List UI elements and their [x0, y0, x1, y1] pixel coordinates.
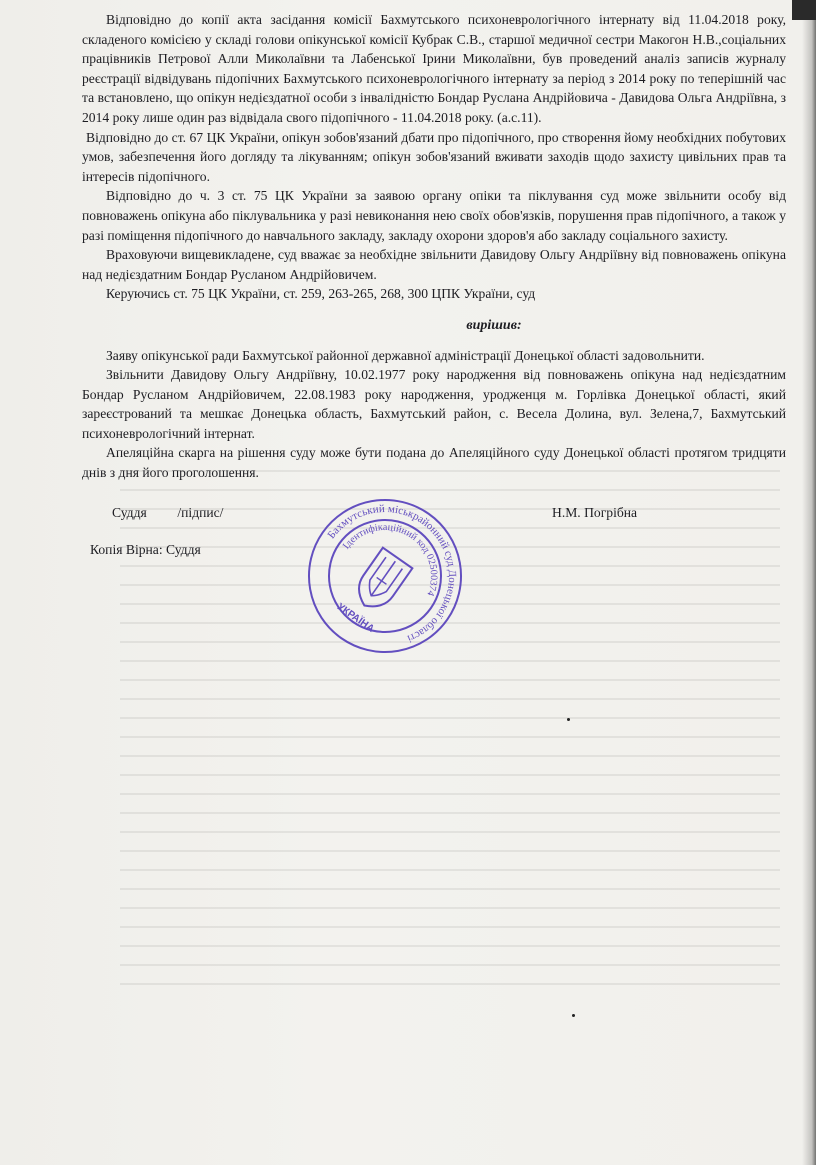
speck — [572, 1014, 575, 1017]
document-body — [82, 10, 786, 483]
judge-label: Суддя — [112, 505, 147, 520]
scan-corner — [792, 0, 816, 20]
signed-mark: /підпис/ — [177, 505, 224, 520]
judge-name: Н.М. Погрібна — [552, 505, 638, 520]
paragraph-dismiss-guardian: Звільнити Давидову Ольгу Андріївну, 10.02.1977 року народження від повноважень опікуна над недієздатним Бондар Русланом Андрійовичем, 22.08.1983 року народження, уродженця м. Горлівка Донецької області, який зареєстрований та мешкає Донецька область, Бахмутський район, с. Весела Долина, вул. Зелена,7, Бахмутський психоневрологічний інтернат. — [82, 367, 786, 441]
judge-label-group — [112, 505, 223, 521]
court-seal-stamp — [305, 496, 465, 656]
paragraph-article-67: Відповідно до ст. 67 ЦК України, опікун зобов'язаний дбати про підопічного, про створення йому необхідних побутових умов, забезпечення його догляду та лікуванням; опікун зобов'язаний вживати заходів щодо захисту цивільних прав та інтересів підопічного. — [82, 129, 786, 184]
paragraph-guided-by: Керуючись ст. 75 ЦК України, ст. 259, 263-265, 268, 300 ЦПК України, суд — [106, 286, 536, 302]
paragraph-grant-application: Заяву опікунської ради Бахмутської районної державної адміністрації Донецької області задовольнити. — [106, 347, 705, 363]
paragraph-appeal: Апеляційна скарга на рішення суду може бути подана до Апеляційного суду Донецької області протягом тридцяти днів з дня його проголошення. — [82, 445, 786, 481]
copy-certification: Копія Вірна: Суддя — [90, 542, 201, 557]
paragraph-court-conclusion: Враховуючи вищевикладене, суд вважає за необхідне звільнити Давидову Ольгу Андріївну від повноважень опікуна над недієздатним Бондар Русланом Андрійовичем. — [82, 247, 786, 282]
page-shadow-edge — [802, 0, 816, 1165]
decision-heading: вирішив: — [466, 317, 522, 333]
trident-emblem-icon — [350, 548, 413, 616]
paragraph-article-75: Відповідно до ч. 3 ст. 75 ЦК України за заявою органу опіки та піклування суд може звільнити особу від повноважень опікуна або піклувальника у разі невиконання нею своїх обов'язків, порушення прав підопічного, а також у разі поміщення підопічного до навчального закладу, закладу охорони здоров'я або закладу соціального захисту. — [82, 188, 786, 243]
stamp-ring-text: Бахмутський міськрайонний суд Донецької області — [325, 502, 459, 645]
stamp-code-text: Ідентифікаційний код 02500374 — [340, 521, 440, 598]
stamp-country: УКРАЇНА — [334, 601, 377, 635]
paragraph-commission-act: Відповідно до копії акта засідання комісії Бахмутського психоневрологічного інтернату від 11.04.2018 року, складеного комісією у складі голови опікунської комісії Кубрак С.В., старшої медичної сестри Макогон Н.В.,соціальних працівників Петрової Алли Миколаївни та Лабенської Ірини Миколаївни, був проведений аналіз записів журналу реєстрації відвідувань підопічних Бахмутського психоневрологічного інтернату за період з 2014 року по теперішній час та встановлено, що опікун недієздатної особи з інвалідністю Бондар Руслана Андрійовича - Давидова Ольга Андріївна, з 2014 року лише один раз відвідала свого підопічного - 11.04.2018 року. (а.с.11). — [82, 12, 786, 125]
speck — [567, 718, 570, 721]
